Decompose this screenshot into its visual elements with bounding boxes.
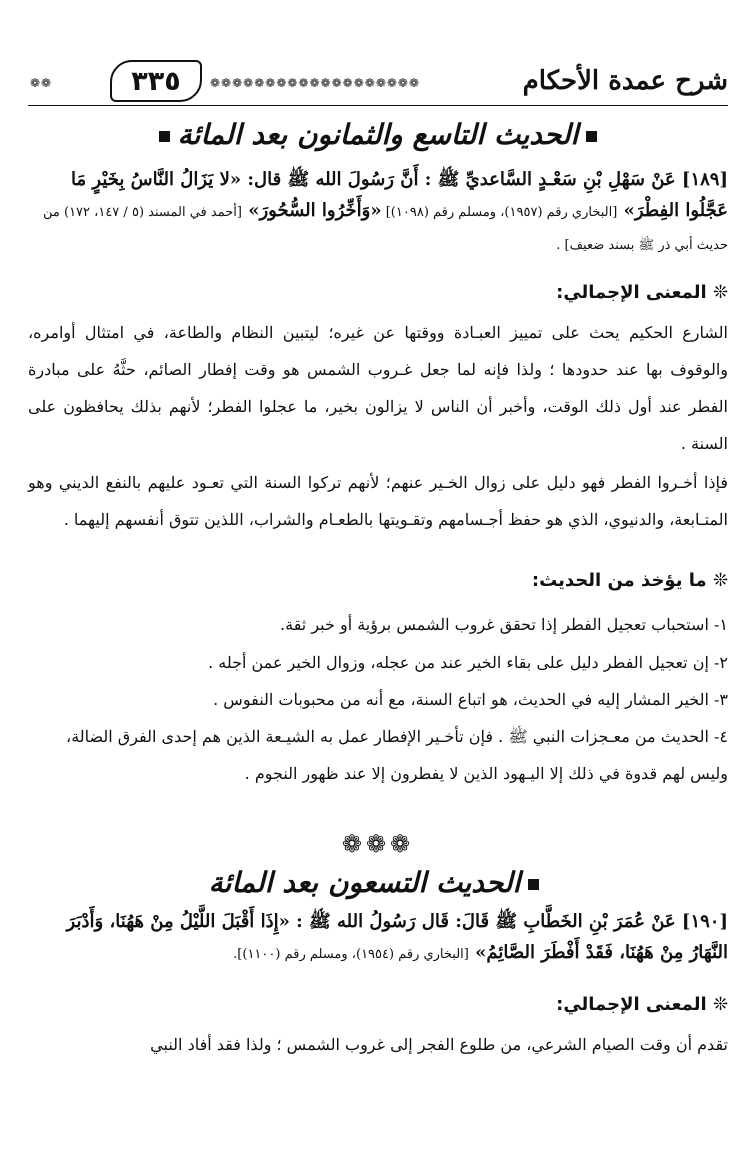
hadith-189-text	[28, 164, 728, 261]
page	[28, 60, 728, 1150]
heading-text: الحديث التسعون بعد المائة	[208, 866, 521, 899]
paragraph: تقدم أن وقت الصيام الشرعي، من طلوع الفجر إلى غروب الشمس ؛ ولذا فقد أفاد النبي	[150, 1035, 728, 1054]
hadith-reference: [البخاري رقم (١٩٥٧)، ومسلم رقم (١٠٩٨)]	[381, 205, 618, 220]
hadith-189-heading	[28, 118, 728, 151]
paragraph: الشارع الحكيم يحث على تمييز العبـادة ووقتها عن غيره؛ ليتبين النظام والطاعة، في امتثال أوامره، والوقوف بها عند حدودها ؛ ولذا فإنه لما جعل غـروب الشمس هو وقت إفطار الصائم، حثَّهُ على مبادرة الفطر عند أول ذلك الوقت، وأخبر أن الناس لا يزالون بخير، ما عجلوا الفطر؛ لأنهم بذلك يحافظون على السنة .	[28, 323, 728, 453]
list-item: ١- استحباب تعجيل الفطر إذا تحقق غروب الشمس برؤية أو خبر ثقة.	[280, 615, 728, 634]
page-number: ٣٣٥	[110, 60, 202, 102]
hadith-body-2: «وَأَخِّرُوا السُّحُورَ»	[241, 200, 382, 221]
heading-text: الحديث التاسع والثمانون بعد المائة	[177, 118, 579, 151]
hadith-reference: [البخاري رقم (١٩٥٤)، ومسلم رقم (١١٠٠)].	[233, 947, 469, 962]
hadith-reference-2: [أحمد في المسند (٥ / ١٤٧، ١٧٢) من حديث أبي ذر ﷺ بسند ضعيف] .	[42, 205, 728, 253]
section-title-meaning: ❊ المعنى الإجمالي:	[556, 282, 728, 303]
list-item: ٣- الخير المشار إليه في الحديث، هو اتباع السنة، مع أنه من محبوبات النفوس .	[213, 690, 728, 709]
header-ornament-left: ❁❁	[30, 76, 53, 90]
heading-square-icon	[586, 131, 597, 142]
list-item: ٤- الحديث من معـجزات النبي ﷺ . فإن تأخـير الإفطار عمل به الشيـعة الذين هم إحدى الفرق الضالة، وليس لهم قدوة في ذلك إلا اليـهود الذين لا يفطرون إلا عند ظهور النجوم .	[66, 727, 728, 783]
hadith-190-text	[28, 906, 728, 970]
header-rule	[28, 105, 728, 106]
header-ornament: ❁❁❁❁❁❁❁❁❁❁❁❁❁❁❁❁❁❁❁	[210, 76, 421, 90]
heading-square-icon	[159, 131, 170, 142]
list-item: ٢- إن تعجيل الفطر دليل على بقاء الخير عند من عجله، وزوال الخير عمن أجله .	[208, 653, 728, 672]
paragraph: فإذا أخـروا الفطر فهو دليل على زوال الخـير عنهم؛ لأنهم تركوا السنة التي تعـود عليهم بالنفع الديني وهو المتـابعة، والدنيوي، الذي هو حفظ أجـسامهم وتقـويتها بالطعـام والشراب، اللذين تتوق أنفسهم إليهما .	[28, 473, 728, 529]
section-divider: ❁❁❁	[341, 830, 415, 858]
heading-square-icon	[528, 879, 539, 890]
section-title-meaning: ❊ المعنى الإجمالي:	[556, 994, 728, 1015]
page-header	[28, 60, 728, 110]
hadith-body: [١٨٩] عَنْ سَهْلِ بْنِ سَعْـدٍ السَّاعديِّ ﷺ : أَنَّ رَسُولَ الله ﷺ قال: «لا يَزَالُ النَّاسُ بِخَيْرٍ مَا عَجَّلُوا الفِطْرَ»	[71, 169, 728, 221]
section-title-lessons: ❊ ما يؤخذ من الحديث:	[531, 570, 728, 591]
hadith-body: [١٩٠] عَنْ عُمَرَ بْنِ الخَطَّابِ ﷺ قَالَ: قَال رَسُولُ الله ﷺ : «إِذَا أَقْبَلَ اللَّيْلُ مِنْ هَهُنَا، وَأَدْبَرَ النَّهَارُ مِنْ هَهُنَا، فَقَدْ أَفْطَرَ الصَّائِمُ»	[66, 911, 728, 963]
book-title: شرح عمدة الأحكام	[522, 66, 728, 96]
hadith-190-heading	[28, 866, 728, 899]
